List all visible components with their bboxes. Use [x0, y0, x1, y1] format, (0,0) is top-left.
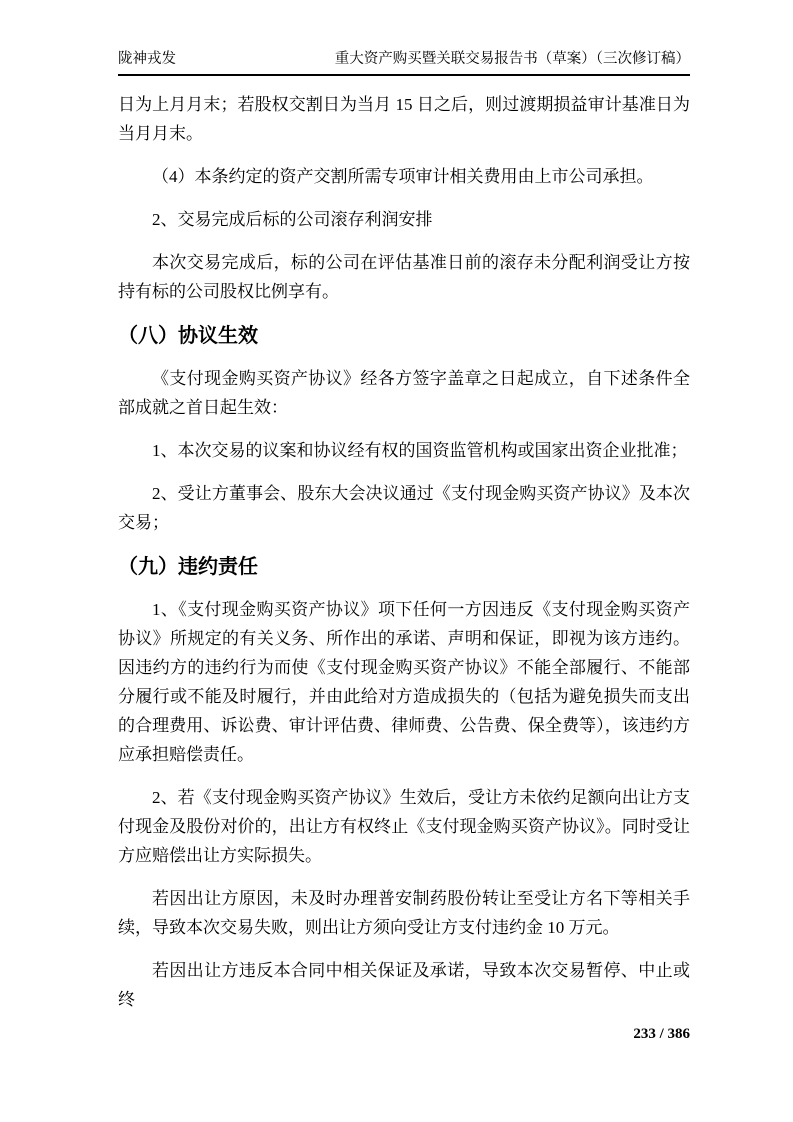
list-item-condition-1: 1、本次交易的议案和协议经有权的国资监管机构或国家出资企业批准； [152, 441, 688, 460]
paragraph-breach-penalty: 若因出让方原因，未及时办理普安制药股份转让至受让方名下等相关手续，导致本次交易失败，则出让方须向受让方支付违约金 10 万元。 [118, 889, 690, 937]
document-body [118, 90, 690, 1028]
subheading-retained-profit-arrangement: 2、交易完成后标的公司滚存利润安排 [152, 210, 433, 229]
page-footer [118, 1024, 690, 1044]
paragraph-effectiveness-conditions: 《支付现金购买资产协议》经各方签字盖章之日起成立，自下述条件全部成就之首日起生效： [118, 369, 690, 417]
page-number: 233 / 386 [633, 1026, 690, 1042]
paragraph-breach-definition: 1、《支付现金购买资产协议》项下任何一方因违反《支付现金购买资产协议》所规定的有关义务、所作出的承诺、声明和保证，即视为该方违约。因违约方的违约行为而使《支付现金购买资产协议》不能全部履行、不能部分履行或不能及时履行，并由此给对方造成损失的（包括为避免损失而支出的合理费用、诉讼费、审计评估费、律师费、公告费、保全费等），该违约方应承担赔偿责任。 [118, 600, 690, 764]
section-heading-breach-liability: （九）违约责任 [118, 556, 258, 578]
header-company-name: 陇神戎发 [118, 51, 176, 67]
section-heading-agreement-effectiveness: （八）协议生效 [118, 325, 258, 347]
paragraph-retained-profit: 本次交易完成后，标的公司在评估基准日前的滚存未分配利润受让方按持有标的公司股权比例享有。 [118, 253, 690, 301]
paragraph-special-audit-fee: （4）本条约定的资产交割所需专项审计相关费用由上市公司承担。 [152, 167, 654, 186]
paragraph-breach-suspension: 若因出让方违反本合同中相关保证及承诺，导致本次交易暂停、中止或终 [118, 961, 690, 1009]
paragraph-breach-termination: 2、若《支付现金购买资产协议》生效后，受让方未依约足额向出让方支付现金及股份对价的，出让方有权终止《支付现金购买资产协议》。同时受让方应赔偿出让方实际损失。 [118, 788, 690, 865]
header-report-title: 重大资产购买暨关联交易报告书（草案）（三次修订稿） [334, 51, 690, 67]
paragraph-audit-base-date: 日为上月月末；若股权交割日为当月 15 日之后，则过渡期损益审计基准日为当月月末。 [118, 95, 690, 143]
list-item-condition-2: 2、受让方董事会、股东大会决议通过《支付现金购买资产协议》及本次交易； [118, 484, 690, 532]
page-header [118, 50, 690, 76]
